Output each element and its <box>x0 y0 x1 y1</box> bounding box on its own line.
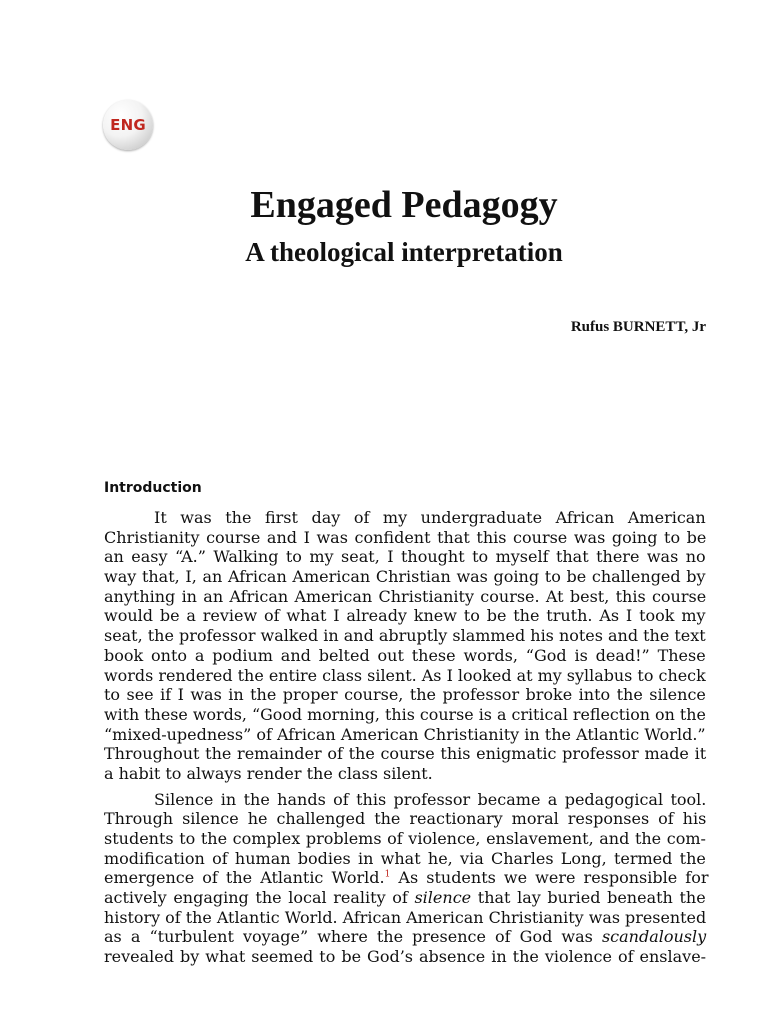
line-text: words rendered the entire class silent. As I looked at my syllabus to check <box>104 665 706 685</box>
text-line <box>104 528 706 548</box>
line-text: an easy “A.” Walking to my seat, I thought to myself that there was no <box>104 547 706 567</box>
line-text: that lay buried beneath the <box>477 888 706 908</box>
article-title: Engaged Pedagogy <box>250 184 558 226</box>
section-heading: Introduction <box>104 480 202 496</box>
text-line <box>104 547 706 567</box>
line-text: emergence of the Atlantic World. <box>104 868 385 888</box>
text-line <box>104 790 706 810</box>
eng-badge-logo <box>103 100 153 150</box>
badge-label: ENG <box>110 116 146 134</box>
line-text: Christianity course and I was confident that this course was going to be <box>104 527 707 547</box>
line-text: students to the complex problems of violence, enslavement, and the com- <box>104 829 706 848</box>
text-line <box>104 587 706 607</box>
line-text-with-italic <box>104 927 706 947</box>
line-text-with-italic <box>104 888 706 908</box>
text-line <box>104 927 706 947</box>
line-text: to see if I was in the proper course, the professor broke into the silence <box>104 685 706 705</box>
line-text: modification of human bodies in what he, via Charles Long, termed the <box>104 848 706 868</box>
line-text: book onto a podium and belted out these words, “God is dead!” These <box>104 645 706 665</box>
line-text: anything in an African American Christianity course. At best, this course <box>104 586 707 606</box>
text-line <box>104 567 706 587</box>
text-line <box>104 705 706 725</box>
line-text: with these words, “Good morning, this course is a critical reflection on the <box>104 704 706 724</box>
footnote-marker[interactable]: 1 <box>384 870 391 881</box>
text-line <box>104 626 706 646</box>
text-line <box>104 606 706 626</box>
line-text: would be a review of what I already knew to be the truth. As I took my <box>104 606 706 626</box>
text-line <box>104 947 706 967</box>
line-text: It was the first day of my undergraduate African American <box>154 508 706 527</box>
line-text: Throughout the remainder of the course this enigmatic professor made it <box>104 744 707 764</box>
line-text: revealed by what seemed to be God’s absence in the violence of enslave- <box>104 947 707 967</box>
text-line <box>104 646 706 666</box>
body-text <box>104 508 709 967</box>
text-line <box>104 868 709 888</box>
italic-text: silence <box>414 888 472 908</box>
text-line <box>104 888 706 908</box>
text-line <box>104 908 706 928</box>
text-line <box>104 829 706 849</box>
line-text: way that, I, an African American Christian was going to be challenged by <box>104 567 706 587</box>
line-text: as a “turbulent voyage” where the presence of God was <box>104 927 593 947</box>
line-text: Silence in the hands of this professor became a pedagogical tool. <box>154 789 707 809</box>
line-text: actively engaging the local reality of <box>104 888 408 908</box>
text-line <box>104 685 706 705</box>
text-line <box>104 744 706 764</box>
line-text-with-footnote <box>104 868 709 888</box>
text-line <box>104 508 706 528</box>
line-text: a habit to always render the class silent. <box>104 763 433 783</box>
text-line <box>104 764 706 784</box>
line-text: Through silence he challenged the reactionary moral responses of his <box>104 809 707 829</box>
text-line <box>104 725 706 745</box>
text-line <box>104 809 706 829</box>
line-text: history of the Atlantic World. African American Christianity was presented <box>104 907 707 927</box>
line-text: seat, the professor walked in and abruptly slammed his notes and the text <box>104 626 706 646</box>
text-line <box>104 849 706 869</box>
line-text: As students we were responsible for <box>398 868 709 888</box>
author-name: Rufus BURNETT, Jr <box>570 319 706 335</box>
text-line <box>104 666 706 686</box>
line-text: “mixed-upedness” of African American Christianity in the Atlantic World.” <box>104 724 706 744</box>
article-subtitle: A theological interpretation <box>245 237 563 267</box>
italic-text: scandalously <box>601 927 707 947</box>
